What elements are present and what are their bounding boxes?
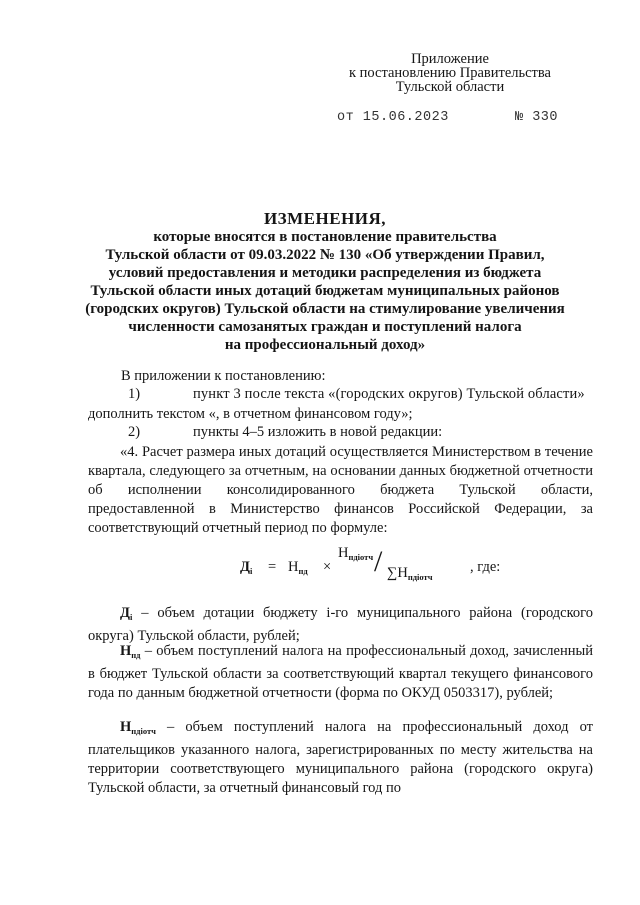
title-heading: ИЗМЕНЕНИЯ, [263, 209, 387, 228]
formula-denominator: $\sum Н_{пдiотч}$ [387, 565, 433, 582]
formula-equals: = [268, 559, 277, 575]
item-1-text: пункт 3 после текста «(городских округов) Тульской области» [193, 386, 585, 402]
document-title [60, 210, 590, 354]
formula-fraction-slash: / [374, 545, 383, 578]
formula-term-h: $Н_{пд}$ [288, 559, 308, 576]
distribution-formula [240, 545, 560, 595]
title-line: условий предоставления и методики распределения из бюджета [108, 265, 542, 281]
item-1-continuation: дополнить текстом «, в отчетном финансовом году»; [88, 406, 413, 422]
annex-line-2: к постановлению Правительства [349, 65, 551, 81]
paragraph-4: «4. Расчет размера иных дотаций осуществляется Министерством в течение квартала, следующего за отчетным, на основании данных бюджетной отчетности об исполнении консолидированного бюджета Тульской области, предоставленной в Министерство финансов Российской Федерации, за соответствующий отчетный период по формуле: [88, 444, 593, 536]
annex-line-3: Тульской области [395, 79, 505, 95]
title-line: Тульской области от 09.03.2022 № 130 «Об утверждении Правил, [105, 247, 545, 263]
annex-line-1: Приложение [411, 51, 489, 67]
title-line: численности самозанятых граждан и поступлений налога [128, 319, 522, 335]
title-line: (городских округов) Тульской области на стимулирование увеличения [85, 301, 565, 317]
item-2-number: 2) [128, 424, 141, 440]
definition-d: $Д_i$ – объем дотации бюджету i-го муниципального района (городского округа) Тульской области, рублей; [88, 605, 593, 644]
intro-paragraph: В приложении к постановлению: [121, 368, 326, 384]
title-line: которые вносятся в постановление правительства [153, 229, 497, 245]
resolution-number: № 330 [515, 110, 559, 125]
formula-tail: , где: [470, 559, 501, 575]
formula-numerator: $Н_{пдiотч}$ [338, 545, 374, 562]
title-line: Тульской области иных дотаций бюджетам муниципальных районов [90, 283, 560, 299]
formula-lhs: $Д_i$ [240, 559, 253, 576]
formula-times: × [323, 559, 332, 575]
resolution-date: от 15.06.2023 [337, 110, 449, 125]
annex-block [330, 52, 570, 94]
definition-npdiotch: $Н_{пдiотч}$ – объем поступлений налога на профессиональный доход от плательщиков указанного налога, зарегистрированных по месту жительства на территории соответствующего муниципального района (городского округа) Тульской области, за отчетный финансовый год по [88, 719, 593, 796]
definition-npd: $Н_{пд}$ – объем поступлений налога на профессиональный доход, зачисленный в бюджет Тульской области за соответствующий квартал текущего финансового года по данным бюджетной отчетности (форма по ОКУД 0503317), рублей; [88, 643, 593, 701]
item-2-text: пункты 4–5 изложить в новой редакции: [193, 424, 443, 440]
item-1-number: 1) [128, 386, 141, 402]
title-line: на профессиональный доход» [224, 337, 426, 353]
